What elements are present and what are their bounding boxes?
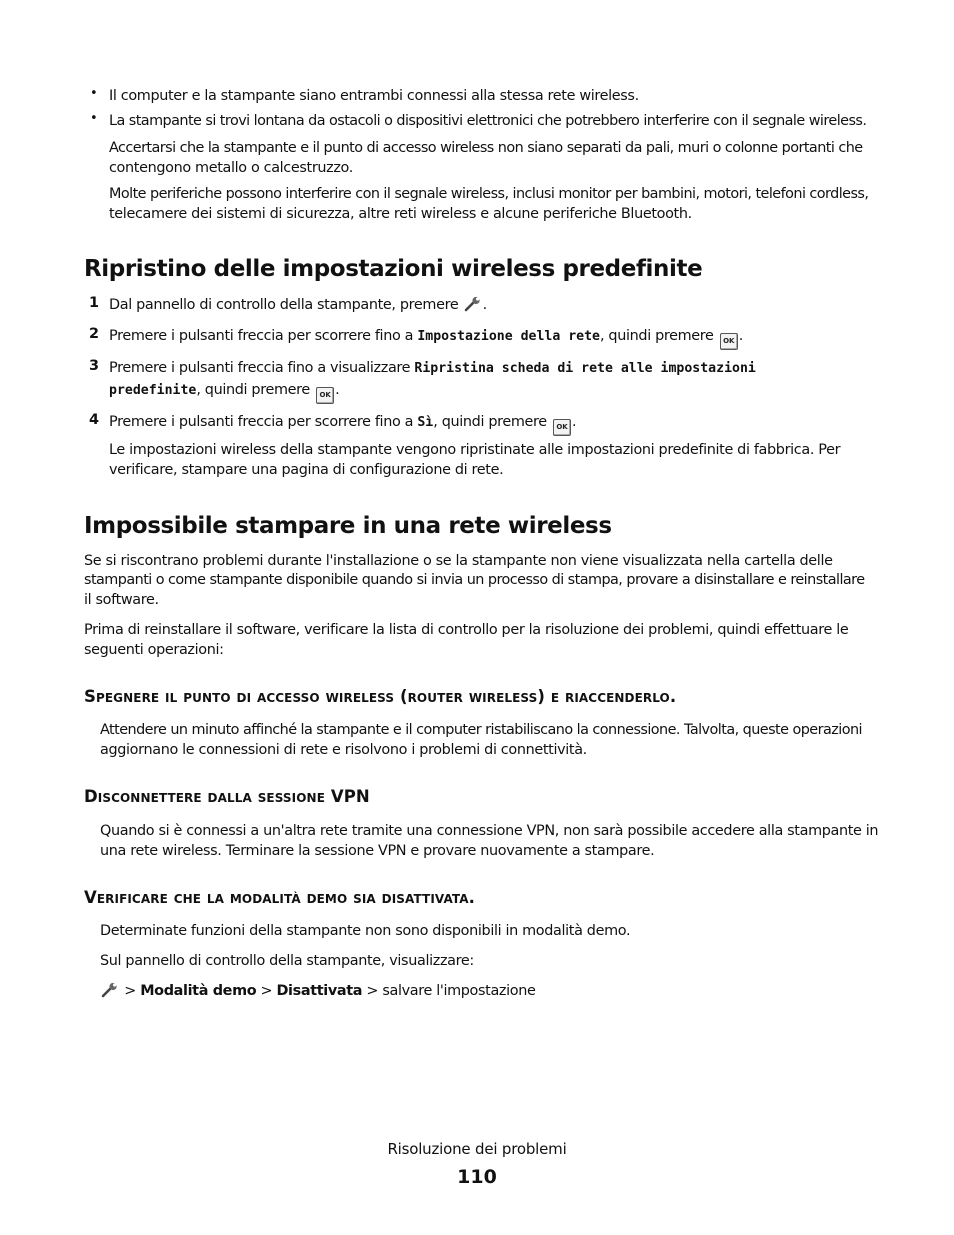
paragraph-line: Quando si è connessi a un'altra rete tramite una connessione VPN, non sarà possibile accedere alla stampante in: [100, 823, 879, 839]
paragraph-line: aggiornano le connessioni di rete e risolvono i problemi di connettività.: [100, 742, 587, 758]
step-text: Premere i pulsanti freccia per scorrere fino a: [109, 328, 414, 344]
subsection-heading: Spegnere il punto di accesso wireless (router wireless) e riaccenderlo.: [84, 687, 677, 706]
paragraph-line: Accertarsi che la stampante e il punto di accesso wireless non siano separati da pali, muri o colonne portanti che: [109, 140, 863, 156]
page-number: 110: [457, 1166, 497, 1188]
paragraph-line: il software.: [84, 592, 159, 608]
path-tail: salvare l'impostazione: [382, 983, 536, 999]
wrench-icon: [100, 982, 120, 998]
menu-option-code: Impostazione della rete: [417, 329, 600, 344]
paragraph-line: Sul pannello di controllo della stampante, visualizzare:: [100, 953, 474, 969]
step-note-line: verificare, stampare una pagina di configurazione di rete.: [109, 462, 504, 478]
step-number: 1: [89, 295, 100, 311]
paragraph-line: Se si riscontrano problemi durante l'installazione o se la stampante non viene visualizzata nella cartella delle: [84, 553, 833, 569]
section-heading: Impossibile stampare in una rete wireless: [84, 513, 612, 539]
subsection-heading: Verificare che la modalità demo sia disattivata.: [84, 888, 476, 907]
path-separator: >: [260, 983, 273, 999]
menu-path: [100, 981, 536, 1001]
menu-option-code: predefinite: [109, 383, 197, 398]
path-separator: >: [124, 983, 136, 999]
step-end: .: [738, 328, 743, 344]
subsection-heading: Disconnettere dalla sessione VPN: [84, 787, 370, 806]
path-item: Modalità demo: [140, 983, 257, 999]
paragraph-line: Molte periferiche possono interferire con il segnale wireless, inclusi monitor per bambini, motori, telefoni cordless,: [109, 186, 869, 202]
step-1: [109, 295, 487, 315]
step-text: Premere i pulsanti freccia fino a visualizzare: [109, 360, 411, 376]
step-4: [109, 412, 576, 436]
paragraph-line: stampanti o come stampante disponibile quando si invia un processo di stampa, provare a disinstallare e reinstallare: [84, 572, 865, 588]
step-end: .: [482, 297, 487, 313]
bullet-marker: •: [90, 111, 98, 126]
ok-button-icon: OK: [316, 387, 334, 404]
step-3-line2: [109, 380, 339, 404]
ok-button-icon: OK: [720, 333, 738, 350]
bullet-text: Il computer e la stampante siano entrambi connessi alla stessa rete wireless.: [109, 88, 639, 104]
step-after: , quindi premere: [196, 382, 310, 398]
step-3-line1: [109, 358, 756, 379]
step-note-line: Le impostazioni wireless della stampante vengono ripristinate alle impostazioni predefinite di fabbrica. Per: [109, 442, 841, 458]
paragraph-line: Prima di reinstallare il software, verificare la lista di controllo per la risoluzione dei problemi, quindi effettuare le: [84, 622, 849, 638]
section-heading: Ripristino delle impostazioni wireless predefinite: [84, 256, 703, 282]
path-separator: >: [366, 983, 379, 999]
step-number: 3: [89, 358, 100, 374]
paragraph-line: telecamere dei sistemi di sicurezza, altre reti wireless e alcune periferiche Bluetooth.: [109, 206, 692, 222]
step-number: 4: [89, 412, 100, 428]
bullet-text: La stampante si trovi lontana da ostacoli o dispositivi elettronici che potrebbero interferire con il segnale wireless.: [109, 113, 867, 129]
paragraph-line: contengono metallo o calcestruzzo.: [109, 160, 353, 176]
paragraph-line: una rete wireless. Terminare la sessione VPN e provare nuovamente a stampare.: [100, 843, 655, 859]
step-text: Dal pannello di controllo della stampante, premere: [109, 297, 459, 313]
paragraph-line: Attendere un minuto affinché la stampante e il computer ristabiliscano la connessione. Talvolta, queste operazioni: [100, 722, 862, 738]
step-number: 2: [89, 326, 100, 342]
step-after: , quindi premere: [433, 414, 547, 430]
menu-option-code: Sì: [417, 415, 434, 430]
wrench-icon: [463, 296, 483, 312]
bullet-marker: •: [90, 86, 98, 101]
paragraph-line: seguenti operazioni:: [84, 642, 224, 658]
step-end: .: [335, 382, 340, 398]
step-end: .: [572, 414, 577, 430]
paragraph-line: Determinate funzioni della stampante non sono disponibili in modalità demo.: [100, 923, 631, 939]
ok-button-icon: OK: [553, 419, 571, 436]
footer-chapter-title: Risoluzione dei problemi: [387, 1140, 567, 1158]
step-2: [109, 326, 743, 350]
path-item: Disattivata: [276, 983, 363, 999]
step-after: , quindi premere: [599, 328, 714, 344]
step-text: Premere i pulsanti freccia per scorrere fino a: [109, 414, 414, 430]
menu-option-code: Ripristina scheda di rete alle impostazioni: [414, 361, 756, 376]
